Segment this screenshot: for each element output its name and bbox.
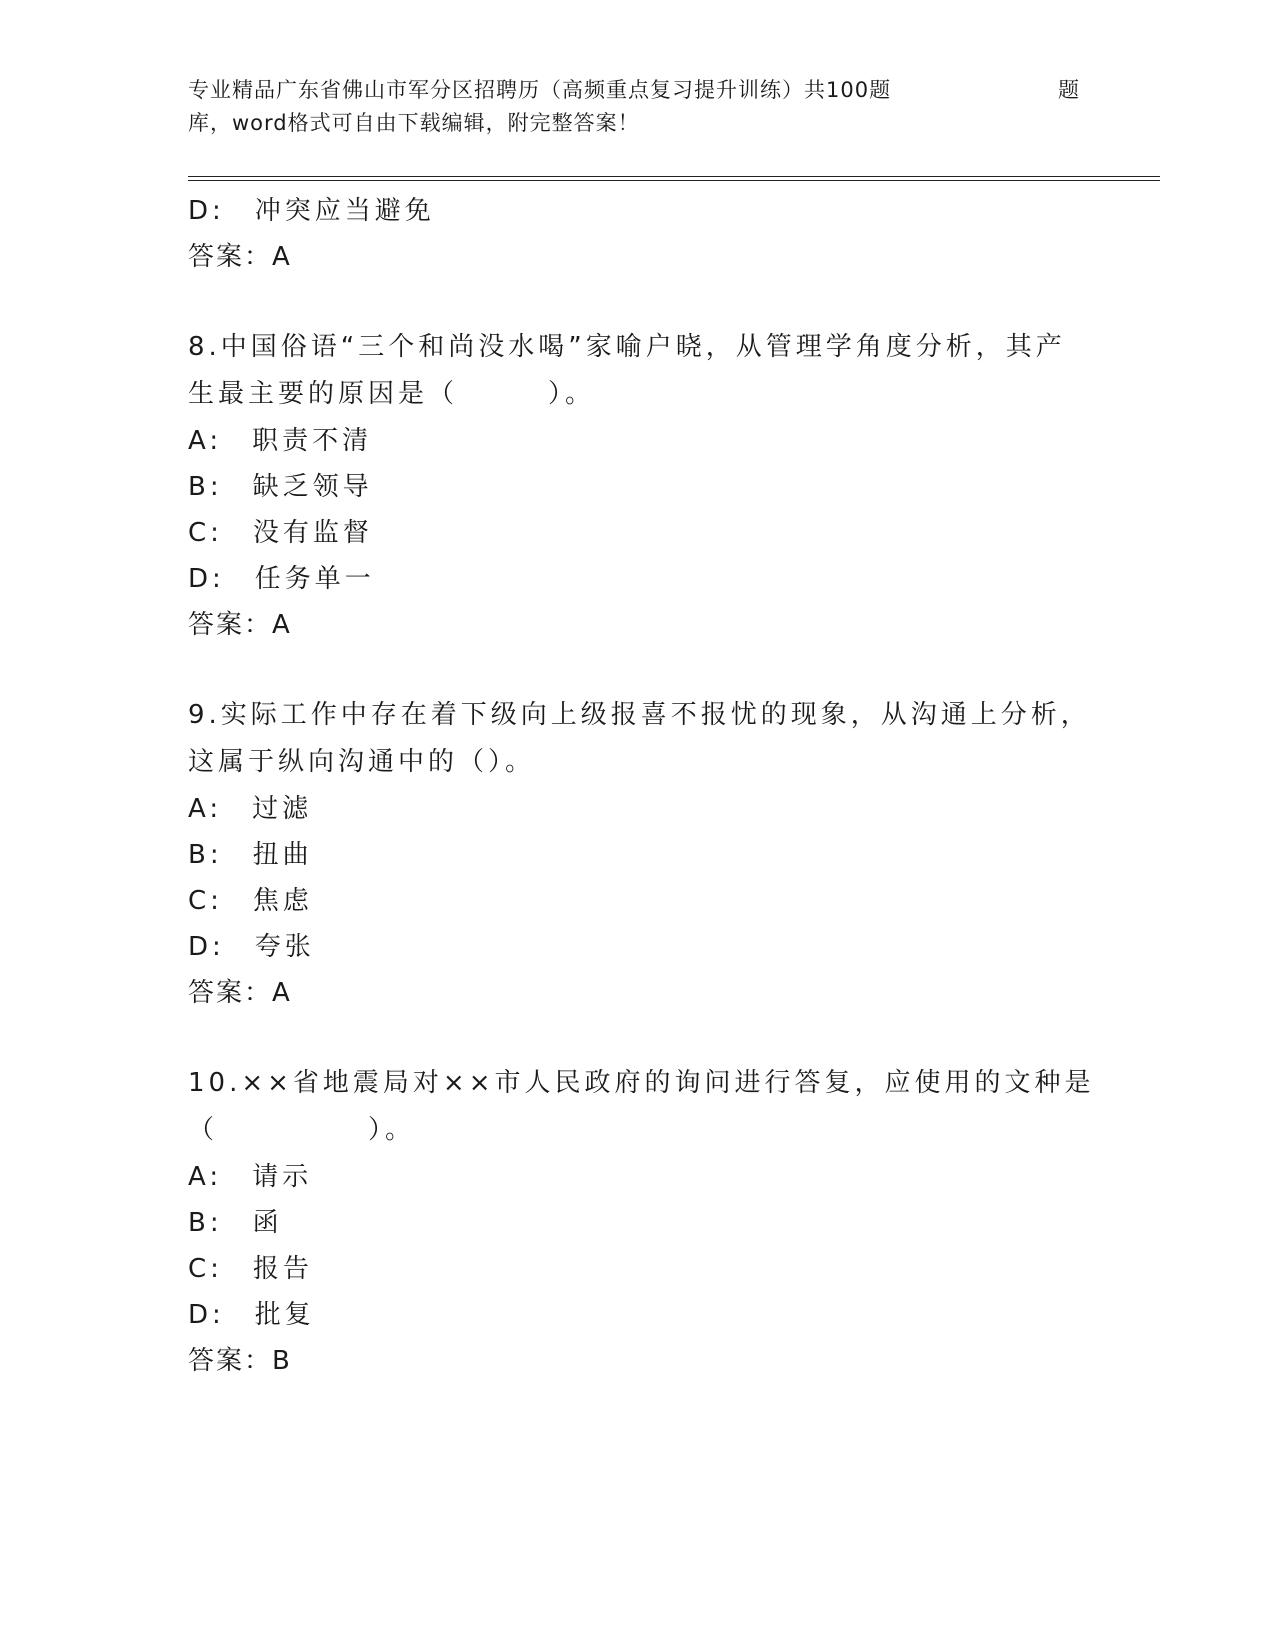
question-stem-line: 生最主要的原因是（ ）。 [188,379,596,409]
question-10 [188,1060,1095,1384]
option-a: A: 职责不清 [188,426,373,456]
option-d: D: 冲突应当避免 [188,196,435,226]
option-c: C: 焦虑 [188,886,313,916]
header-divider [188,176,1160,181]
answer-line: 答案：A [188,242,292,272]
option-d: D: 任务单一 [188,564,375,594]
question-stem [188,1060,1095,1154]
header-title-line2: 库，word格式可自由下载编辑，附完整答案！ [188,111,640,135]
question-stem-line: 10.××省地震局对××市人民政府的询问进行答复，应使用的文种是 [188,1068,1095,1098]
question-stem-line: （ ）。 [188,1115,416,1145]
option-d: D: 批复 [188,1300,315,1330]
question-stem-line: 这属于纵向沟通中的（）。 [188,747,536,777]
answer-line: 答案：A [188,978,292,1008]
option-b: B: 扭曲 [188,840,313,870]
question-stem [188,692,1091,786]
option-c: C: 没有监督 [188,518,373,548]
page-header [188,74,1088,140]
spacer [188,1016,1088,1060]
header-title-line1 [188,74,1088,107]
option-b: B: 函 [188,1208,283,1238]
spacer [188,280,1088,324]
option-d: D: 夸张 [188,932,315,962]
question-stem [188,324,1088,418]
option-c: C: 报告 [188,1254,313,1284]
header-title-text: 专业精品广东省佛山市军分区招聘历（高频重点复习提升训练）共100题 [188,78,892,102]
document-body [188,188,1095,1384]
option-a: A: 请示 [188,1162,313,1192]
question-8 [188,324,1088,648]
question-stem-line: 8.中国俗语“三个和尚没水喝”家喻户晓，从管理学角度分析，其产 [188,332,1066,362]
option-a: A: 过滤 [188,794,313,824]
previous-question-tail [188,188,1088,280]
question-stem-line: 9.实际工作中存在着下级向上级报喜不报忧的现象，从沟通上分析， [188,700,1091,730]
answer-line: 答案：B [188,1346,292,1376]
header-title-tail: 题 [1058,78,1080,102]
answer-line: 答案：A [188,610,292,640]
question-9 [188,692,1091,1016]
option-b: B: 缺乏领导 [188,472,373,502]
spacer [188,648,1088,692]
